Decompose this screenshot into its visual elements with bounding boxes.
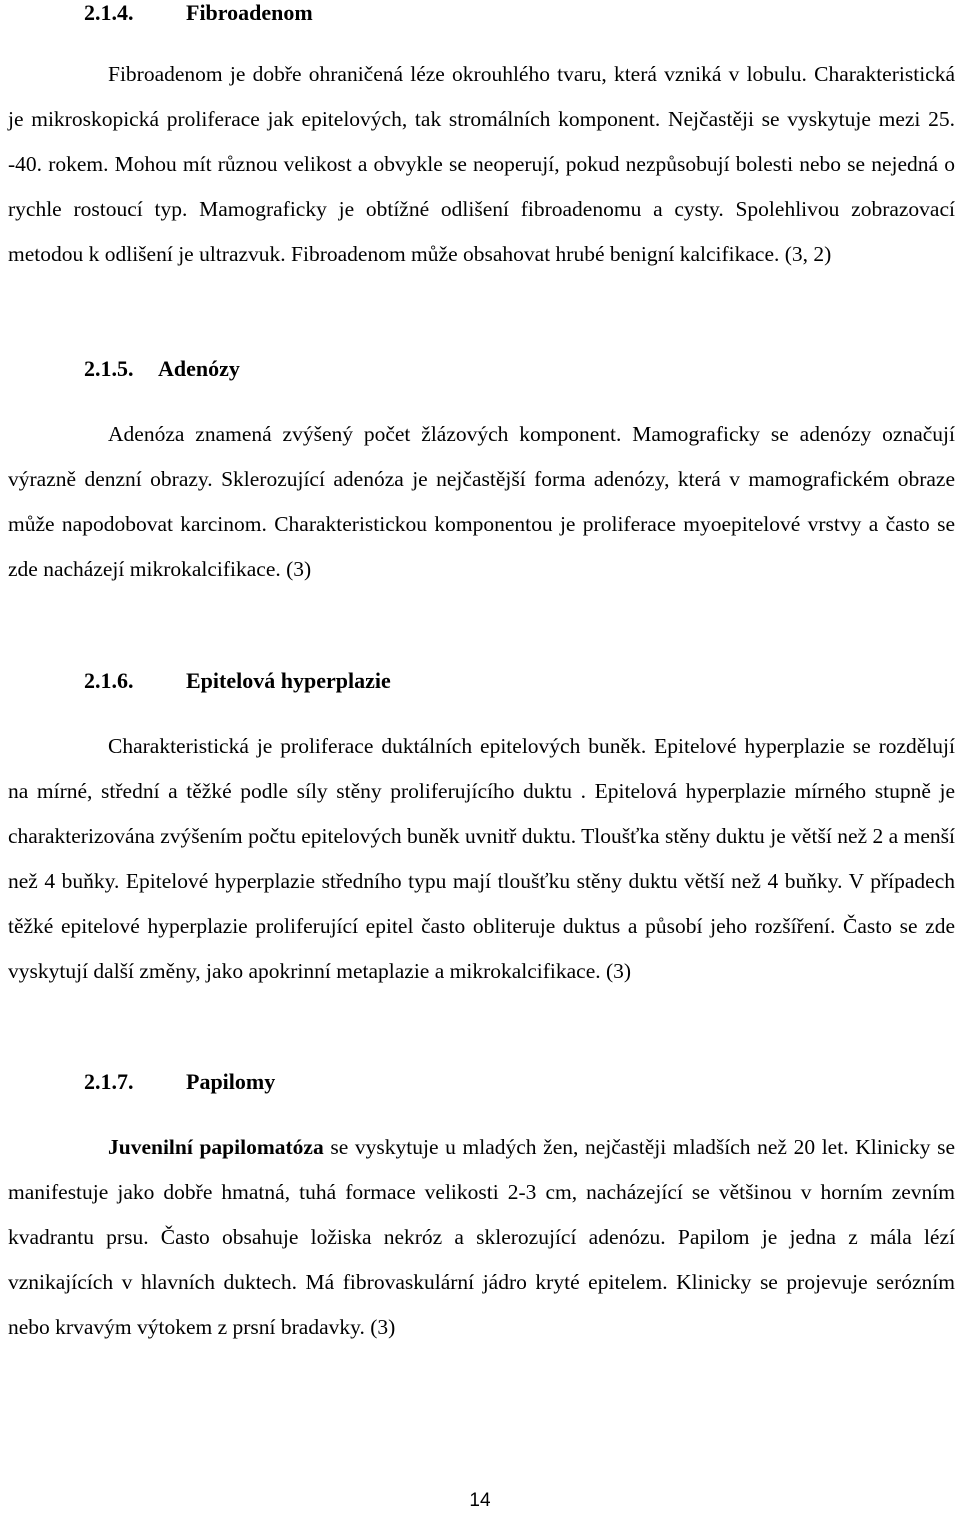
section-number: 2.1.5. (84, 356, 134, 381)
page-number: 14 (469, 1490, 491, 1511)
lead-term: Juvenilní papilomatóza (108, 1135, 324, 1159)
section-heading-papilomy (84, 1069, 275, 1095)
section-paragraph-adenozy (8, 412, 955, 592)
section-title: Epitelová hyperplazie (186, 668, 391, 693)
section-number: 2.1.7. (84, 1069, 134, 1094)
section-paragraph-epitelova-hyperplazie (8, 724, 955, 994)
section-title: Papilomy (186, 1069, 276, 1094)
section-paragraph-fibroadenom (8, 52, 955, 277)
section-heading-adenozy (84, 356, 240, 382)
section-heading-fibroadenom (84, 0, 313, 26)
section-paragraph-papilomy (8, 1125, 955, 1350)
paragraph-text (8, 1125, 955, 1350)
section-title: Fibroadenom (186, 0, 313, 25)
paragraph-text: Charakteristická je proliferace duktálních epitelových buněk. Epitelové hyperplazie se rozdělují na mírné, střední a těžké podle síly stěny proliferujícího duktu . Epitelová hyperplazie mírného stupně je charakterizována zvýšením počtu epitelových buněk uvnitř duktu. Tloušťka stěny duktu je větší než 2 a menší než 4 buňky. Epitelové hyperplazie středního typu mají tloušťku stěny duktu větší než 4 buňky. V případech těžké epitelové hyperplazie proliferující epitel často obliteruje duktus a působí jeho rozšíření. Často se zde vyskytují další změny, jako apokrinní metaplazie a mikrokalcifikace. (3) (8, 734, 955, 983)
section-number: 2.1.6. (84, 668, 134, 693)
paragraph-rest: se vyskytuje u mladých žen, nejčastěji mladších než 20 let. Klinicky se manifestuje jako dobře hmatná, tuhá formace velikosti 2-3 cm, nacházející se většinou v horním zevním kvadrantu prsu. Často obsahuje ložiska nekróz a sklerozující adenózu. Papilom je jedna z mála lézí vznikajících v hlavních duktech. Má fibrovaskulární jádro kryté epitelem. Klinicky se projevuje serózním nebo krvavým výtokem z prsní bradavky. (3) (8, 1135, 955, 1339)
paragraph-text: Adenóza znamená zvýšený počet žlázových komponent. Mamograficky se adenózy označují výrazně denzní obrazy. Sklerozující adenóza je nejčastější forma adenózy, která v mamografickém obraze může napodobovat karcinom. Charakteristickou komponentou je proliferace myoepitelové vrstvy a často se zde nacházejí mikrokalcifikace. (3) (8, 422, 955, 581)
section-heading-epitelova-hyperplazie (84, 668, 391, 694)
section-title: Adenózy (158, 356, 240, 381)
paragraph-text: Fibroadenom je dobře ohraničená léze okrouhlého tvaru, která vzniká v lobulu. Charakteristická je mikroskopická proliferace jak epitelových, tak stromálních komponent. Nejčastěji se vyskytuje mezi 25. -40. rokem. Mohou mít různou velikost a obvykle se neoperují, pokud nezpůsobují bolesti nebo se nejedná o rychle rostoucí typ. Mamograficky je obtížné odlišení fibroadenomu a cysty. Spolehlivou zobrazovací metodou k odlišení je ultrazvuk. Fibroadenom může obsahovat hrubé benigní kalcifikace. (3, 2) (8, 62, 955, 266)
section-number: 2.1.4. (84, 0, 134, 25)
